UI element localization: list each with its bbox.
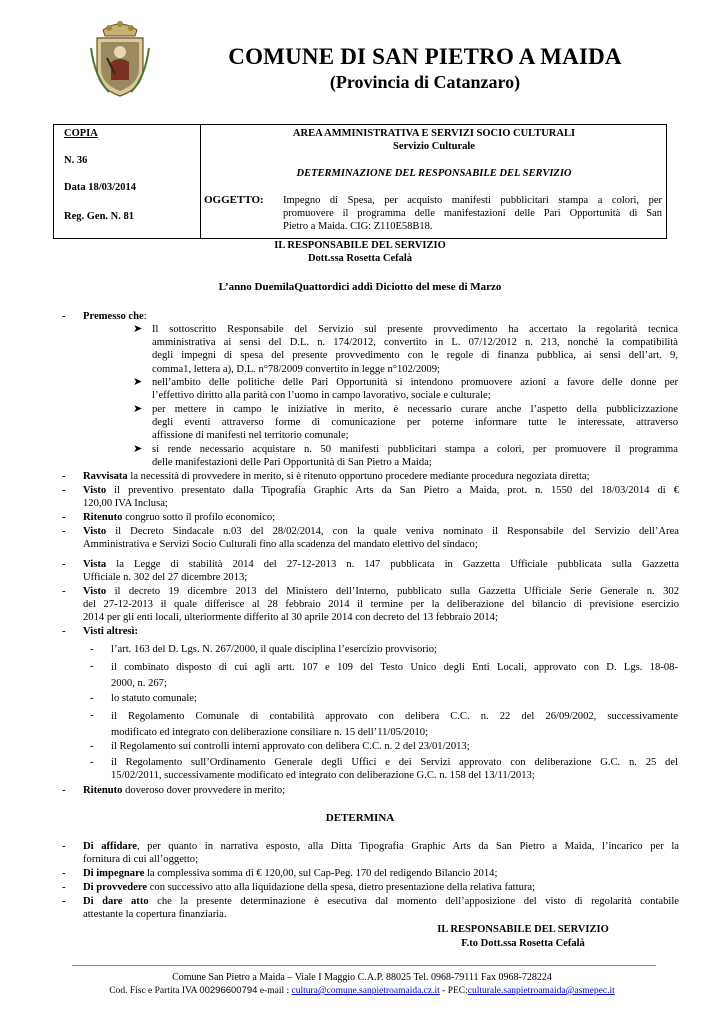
service-title: Servizio Culturale xyxy=(393,141,475,152)
bullet-line: per mettere in campo le iniziative in merito, è necessario curare anche l’aspetto della pubblicizzazione xyxy=(152,404,678,415)
visti-item xyxy=(111,756,678,782)
premesso-bullet xyxy=(152,403,678,443)
responsabile-heading: IL RESPONSABILE DEL SERVIZIO xyxy=(274,240,446,251)
list-dash: - xyxy=(62,895,66,907)
signature-name: F.to Dott.ssa Rosetta Cefalà xyxy=(461,938,585,949)
decision-item xyxy=(83,840,679,866)
decision-item xyxy=(83,867,679,880)
oggetto-label: OGGETTO: xyxy=(204,194,264,206)
item-text: la Legge di stabilità 2014 del 27-12-2013 n. 147 pubblicata in Gazzetta Ufficiale pubblicata sulla Gazzetta xyxy=(106,559,679,570)
item-text: attestante la copertura finanziaria. xyxy=(83,909,227,921)
item-keyword: Visto xyxy=(83,485,107,496)
list-dash: - xyxy=(90,741,94,752)
determina-heading: DETERMINA xyxy=(325,812,395,824)
bullet-line: degli eventi attraverso forme di comunicazione per poterne informare tutte le interessate, attraverso xyxy=(152,417,678,429)
list-dash: - xyxy=(62,558,66,570)
list-dash: - xyxy=(62,585,66,597)
bullet-line: Il sottoscritto Responsabile del Servizio sul presente provvedimento ha accertato la regolarità tecnica xyxy=(152,324,678,335)
fiscal-label: Cod. Fisc e Partita IVA xyxy=(109,986,200,996)
list-dash: - xyxy=(62,310,66,322)
item-text: il Regolamento sull’Ordinamento Generale degli Uffici e dei Servizi approvato con deliberazione G.C. n. 25 del xyxy=(111,757,678,768)
item-text: con successivo atto alla liquidazione della spesa, dietro presentazione della relativa fattura; xyxy=(147,882,536,893)
list-dash: - xyxy=(90,693,94,704)
list-dash: - xyxy=(90,710,94,721)
arrow-bullet-icon: ➤ xyxy=(133,323,143,335)
premesso-colon: : xyxy=(143,311,147,322)
item-text: Ufficiale n. 302 del 27 dicembre 2013; xyxy=(83,572,248,584)
pec-link[interactable]: culturale.sanpietroamaida@asmepec.it xyxy=(467,986,615,996)
premesso-bullet xyxy=(152,443,678,469)
copia-label: COPIA xyxy=(64,128,98,139)
item-keyword: Vista xyxy=(83,559,107,570)
bullet-line: delle manifestazioni delle Pari Opportunità di San Pietro a Maida; xyxy=(152,457,432,469)
item-text: 15/02/2011, successivamente modificato ed integrato con deliberazione G.C. n. 158 del 13/11/2013; xyxy=(111,770,535,782)
item-text: il decreto 19 dicembre 2013 del Ministero dell’Interno, pubblicato sulla Gazzetta Ufficiale Serie Generale n. 302 xyxy=(106,586,679,597)
item-keyword: Ritenuto xyxy=(83,785,123,796)
oggetto-line: Pietro a Maida. CIG: Z110E58B18. xyxy=(283,221,433,232)
item-text: che la presente determinazione è esecutiva dal momento dell’apposizione del visto di regolarità contabile xyxy=(148,896,679,907)
premesso-heading xyxy=(83,310,679,323)
bullet-line: nell’ambito delle politiche delle Pari Opportunità si intendono promuovere azioni a favore delle donne per xyxy=(152,377,678,388)
document-info-box xyxy=(53,124,667,239)
visti-item xyxy=(111,709,678,741)
arrow-bullet-icon: ➤ xyxy=(133,403,143,415)
item-text: il Decreto Sindacale n.03 del 28/02/2014, con la quale veniva nominato il Responsabile del Servizio dell’Area xyxy=(106,526,679,537)
item-text: il combinato disposto di cui agli artt. 107 e 109 del Testo Unico degli Enti Locali, approvato con D. Lgs. 18-08- xyxy=(111,662,678,673)
list-dash: - xyxy=(62,470,66,482)
responsabile-name: Dott.ssa Rosetta Cefalà xyxy=(307,253,413,264)
ritenuto-final xyxy=(83,784,679,797)
item-keyword: Di impegnare xyxy=(83,868,145,879)
bullet-line: si rende necessario acquistare n. 50 manifesti pubblicitari stampa a colori, per promuovere il programma xyxy=(152,444,678,455)
list-dash: - xyxy=(62,840,66,852)
item-text: lo statuto comunale; xyxy=(111,693,197,704)
considerata-item xyxy=(83,558,679,584)
page-title: COMUNE DI SAN PIETRO A MAIDA xyxy=(228,44,622,69)
visti-item xyxy=(111,643,678,656)
list-dash: - xyxy=(62,867,66,879)
considerata-item xyxy=(83,511,679,524)
item-keyword: Di provvedere xyxy=(83,882,148,893)
list-dash: - xyxy=(62,511,66,523)
footer-divider xyxy=(72,965,656,966)
arrow-bullet-icon: ➤ xyxy=(133,443,143,455)
area-title: AREA AMMINISTRATIVA E SERVIZI SOCIO CULTURALI xyxy=(292,128,576,139)
arrow-bullet-icon: ➤ xyxy=(133,376,143,388)
item-text: del 27-12-2013 il quale differisce al 28 febbraio 2014 il termine per la deliberazione del bilancio di previsione esercizio xyxy=(83,599,679,611)
email-label: e-mail : xyxy=(257,986,292,996)
visti-label: Visti altresì: xyxy=(83,626,139,637)
item-text: il Regolamento Comunale di contabilità approvato con delibera C.C. n. 22 del 26/09/2002, successivamente xyxy=(111,711,678,722)
premesso-bullet xyxy=(152,323,678,376)
item-text: la necessità di provvedere in merito, si è ritenuto opportuno procedere mediante procedura negoziata diretta; xyxy=(127,471,590,482)
item-text: congruo sotto il profilo economico; xyxy=(122,512,276,523)
pec-label: - PEC: xyxy=(439,986,468,996)
email-link[interactable]: cultura@comune.sanpietroamaida.cz.it xyxy=(291,986,440,996)
item-text: la complessiva somma di € 120,00, sul Cap-Peg. 170 del redigendo Bilancio 2014; xyxy=(144,868,498,879)
decision-item xyxy=(83,895,679,921)
item-keyword: Di affidare xyxy=(83,841,137,852)
box-divider xyxy=(200,125,201,238)
bullet-line: amministrativa ai sensi del D.L. n. 174/2012, convertito in L. 07/12/2012 n. 213, nonché la compatibilità xyxy=(152,337,678,349)
item-text: il preventivo presentato dalla Tipografia Graphic Arts da San Pietro a Maida, prot. n. 1550 del 18/03/2014 di € xyxy=(106,485,679,496)
list-dash: - xyxy=(90,644,94,655)
item-text: 2000, n. 267; xyxy=(111,678,167,689)
item-keyword: Visto xyxy=(83,586,107,597)
premesso-label: Premesso che xyxy=(83,311,144,322)
item-text: doveroso dover provvedere in merito; xyxy=(122,785,286,796)
list-dash: - xyxy=(62,484,66,496)
visti-item xyxy=(111,692,678,705)
bullet-line: l’effettivo diritto alla parità con l’uomo in campo lavorativo, sociale e culturale; xyxy=(152,390,491,402)
item-text: fornitura di cui all’oggetto; xyxy=(83,854,199,866)
bullet-line: affissione di manifesti nel territorio comunale; xyxy=(152,430,349,442)
document-number: N. 36 xyxy=(64,155,88,166)
visti-item xyxy=(111,660,678,692)
oggetto-text xyxy=(283,194,662,233)
bullet-line: comma1, lettera a), D.L. n°78/2009 convertito in legge n°102/2009; xyxy=(152,363,440,375)
municipal-crest-icon xyxy=(89,18,151,98)
determination-title: DETERMINAZIONE DEL RESPONSABILE DEL SERVIZIO xyxy=(296,168,572,179)
list-dash: - xyxy=(62,625,66,637)
document-date: Data 18/03/2014 xyxy=(64,182,137,193)
list-dash: - xyxy=(90,757,94,768)
item-keyword: Ravvisata xyxy=(83,471,128,482)
considerata-item xyxy=(83,585,679,625)
page-subtitle: (Provincia di Catanzaro) xyxy=(329,72,521,92)
item-keyword: Visto xyxy=(83,526,107,537)
item-text: Amministrativa e Servizi Socio Culturali fino alla scadenza del mandato elettivo del sindaco; xyxy=(83,539,478,551)
considerata-item xyxy=(83,525,679,551)
list-dash: - xyxy=(62,881,66,893)
oggetto-line: promuovere il programma delle manifestazioni delle Pari Opportunità di San xyxy=(283,208,662,219)
footer-contacts xyxy=(60,985,664,996)
reg-gen-number: Reg. Gen. N. 81 xyxy=(64,211,134,222)
signature-title: IL RESPONSABILE DEL SERVIZIO xyxy=(437,924,609,935)
list-dash: - xyxy=(90,661,94,672)
item-text: il Regolamento sui controlli interni approvato con delibera C.C. n. 2 del 23/01/2013; xyxy=(111,741,470,752)
considerata-item xyxy=(83,470,679,483)
item-keyword: Ritenuto xyxy=(83,512,123,523)
premesso-bullet xyxy=(152,376,678,402)
item-keyword: Di dare atto xyxy=(83,896,149,907)
visti-altresi-label xyxy=(83,625,679,638)
item-text: , per quanto in narrativa esposto, alla Ditta Tipografia Graphic Arts da San Pietro a Maida, l’incarico per la xyxy=(136,841,679,852)
considerata-item xyxy=(83,484,679,510)
decision-item xyxy=(83,881,679,894)
list-dash: - xyxy=(62,784,66,796)
footer-address: Comune San Pietro a Maida – Viale I Maggio C.A.P. 88025 Tel. 0968-79111 Fax 0968-728224 xyxy=(172,972,552,983)
list-dash: - xyxy=(62,525,66,537)
date-line: L’anno DuemilaQuattordici addì Diciotto del mese di Marzo xyxy=(218,281,502,293)
item-text: 2014 per gli enti locali, ulteriormente differito al 30 aprile 2014 con decreto del 13 febbraio 2014; xyxy=(83,612,498,624)
oggetto-line: Impegno di Spesa, per acquisto manifesti pubblicitari stampa a colori, per xyxy=(283,195,662,206)
item-text: modificato ed integrato con deliberazione consiliare n. 15 dell’11/05/2010; xyxy=(111,727,429,738)
bullet-line: degli impegni di spesa del presente provvedimento con le regole di finanza pubblica, ai sensi dell’art. 9, xyxy=(152,350,678,362)
item-text: l’art. 163 del D. Lgs. N. 267/2000, il quale disciplina l’esercizio provvisorio; xyxy=(111,644,437,655)
fiscal-code: 00296600794 xyxy=(199,985,258,996)
visti-item xyxy=(111,740,678,753)
item-text: 120,00 IVA Inclusa; xyxy=(83,498,168,510)
